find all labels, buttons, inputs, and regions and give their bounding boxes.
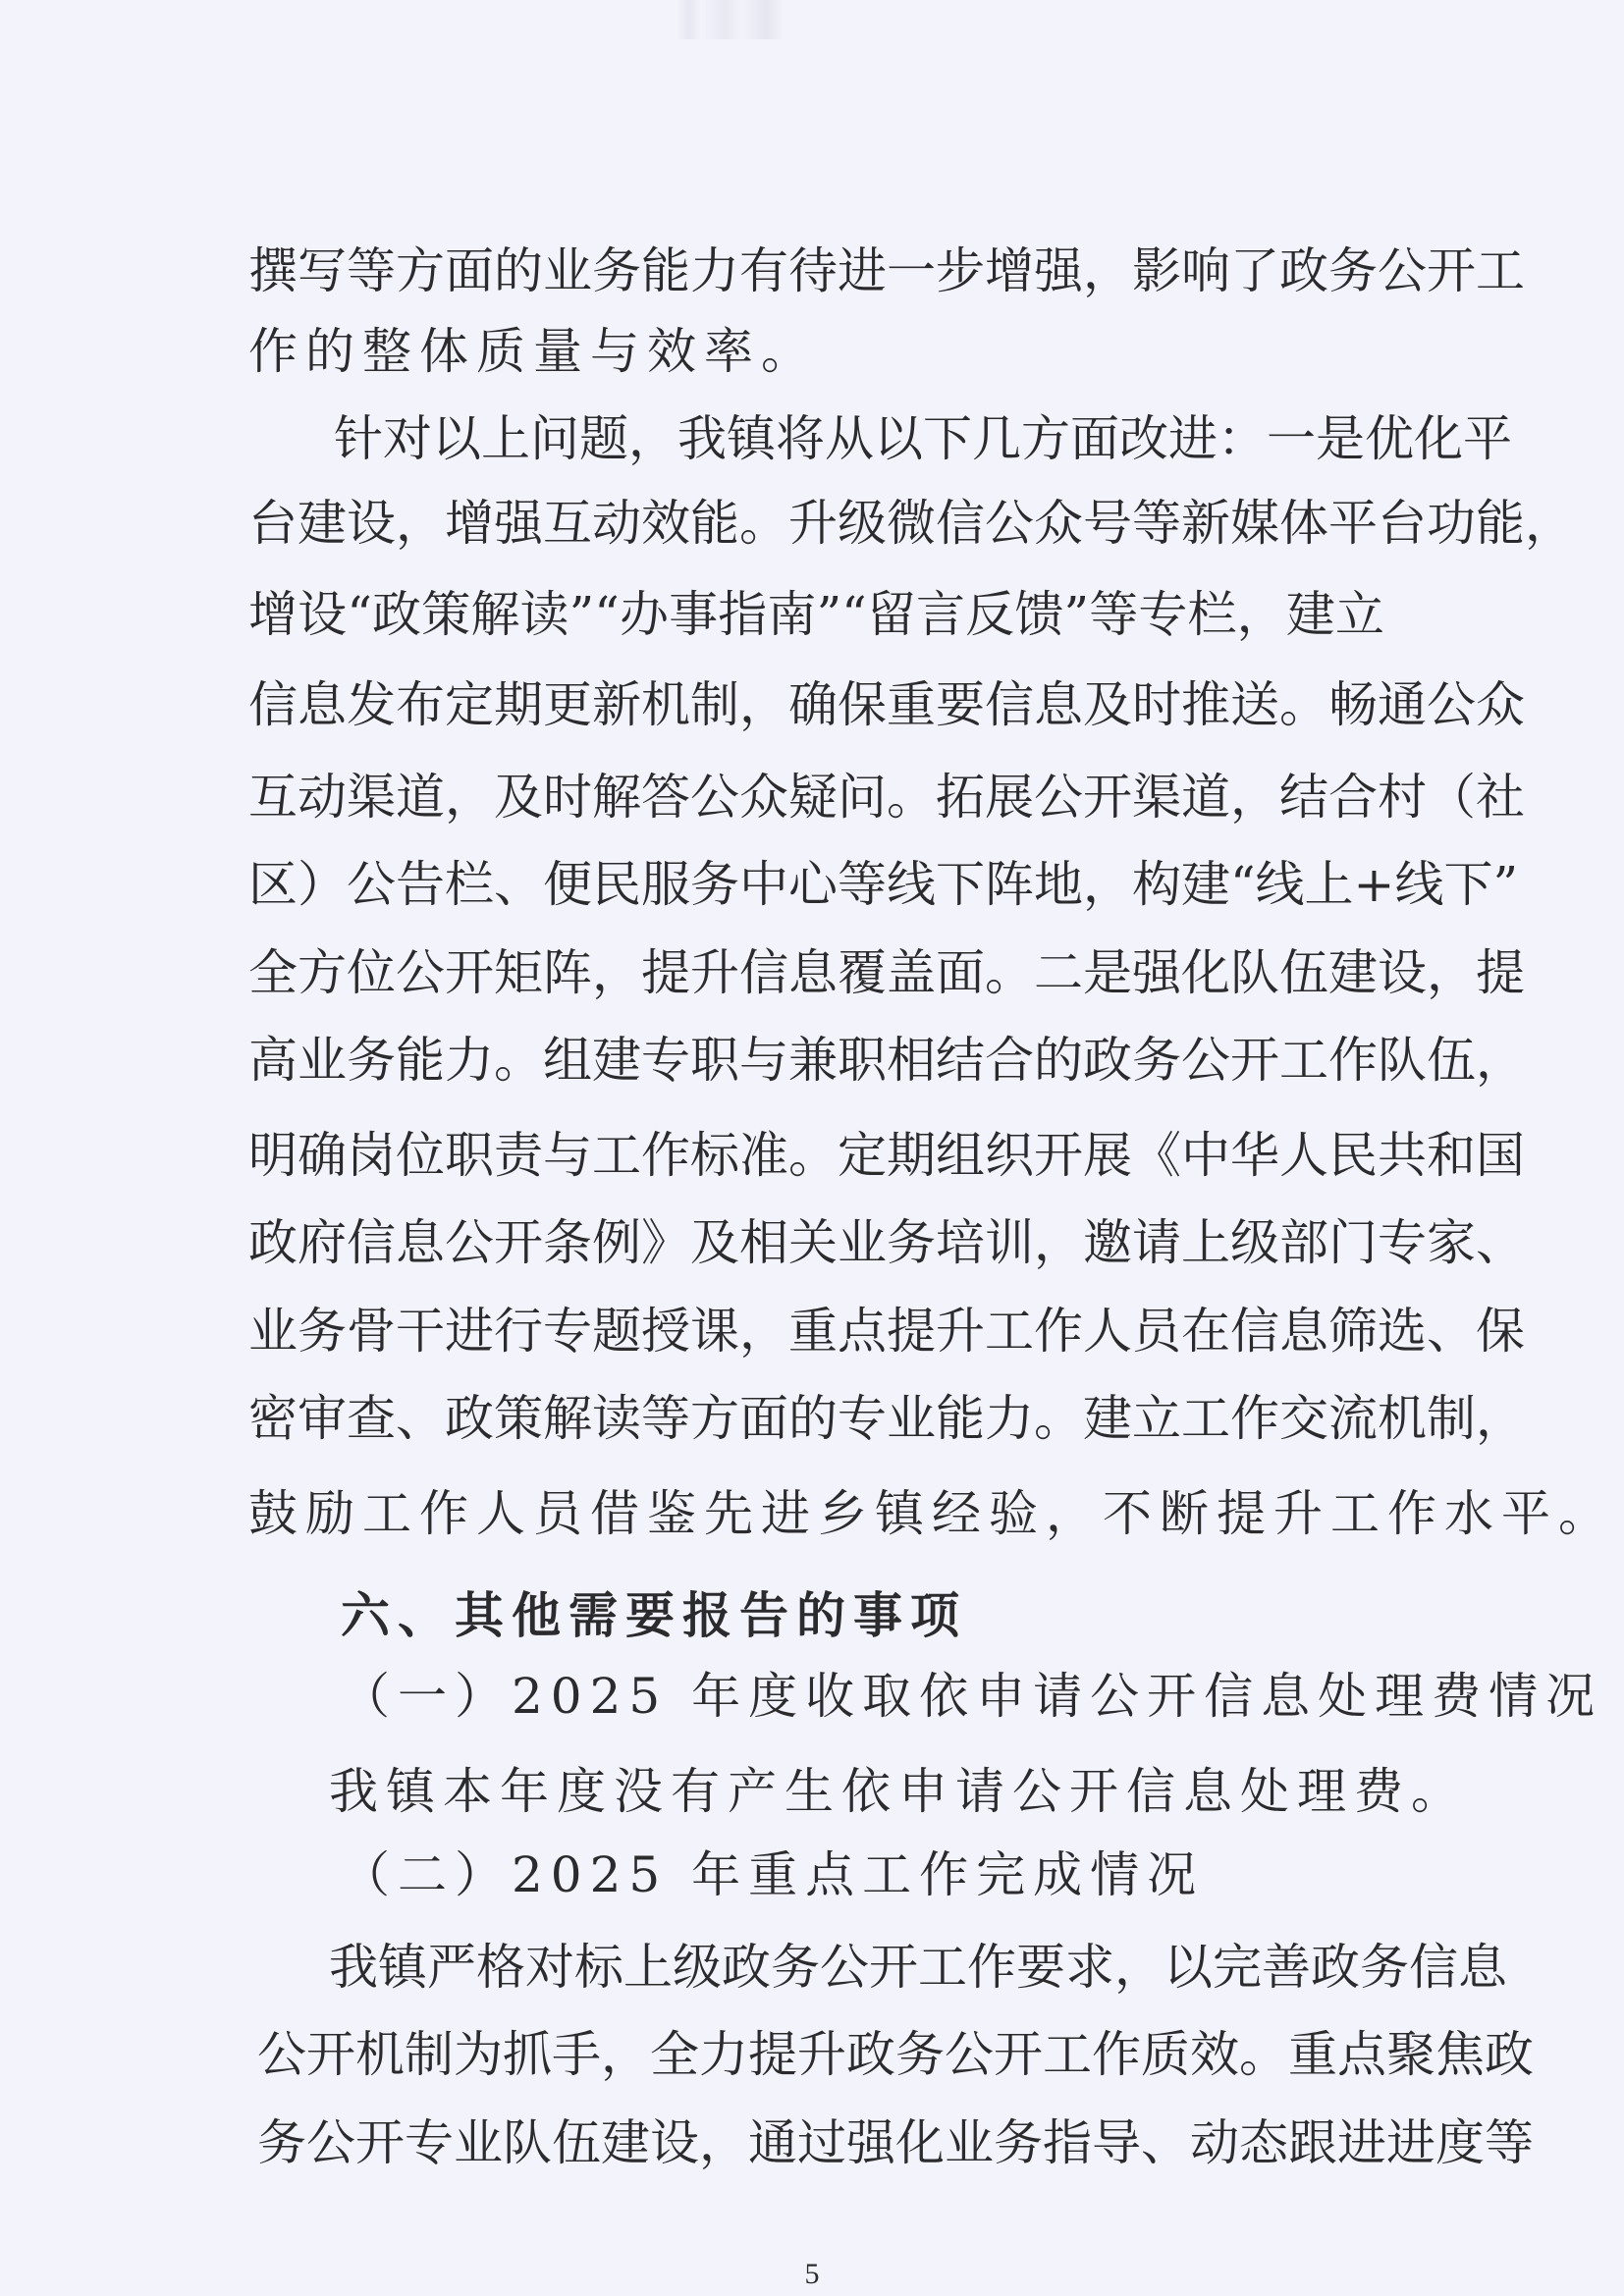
paragraph-line: 鼓励工作人员借鉴先进乡镇经验，不断提升工作水平。 <box>248 1485 1615 1542</box>
subsection-heading: （一）2025 年度收取依申请公开信息处理费情况 <box>341 1668 1603 1725</box>
paragraph-line: 业务骨干进行专题授课，重点提升工作人员在信息筛选、保 <box>248 1303 1525 1360</box>
paragraph-line: 我镇本年度没有产生依申请公开信息处理费。 <box>329 1763 1468 1820</box>
paragraph-line: 作的整体质量与效率。 <box>248 323 818 380</box>
paragraph-line: 务公开专业队伍建设，通过强化业务指导、动态跟进进度等 <box>257 2114 1534 2171</box>
paragraph-line: 公开机制为抓手，全力提升政务公开工作质效。重点聚焦政 <box>257 2026 1534 2083</box>
subsection-heading: （二）2025 年重点工作完成情况 <box>341 1846 1205 1903</box>
paragraph-line: 全方位公开矩阵，提升信息覆盖面。二是强化队伍建设，提 <box>248 944 1525 1001</box>
paragraph-line: 信息发布定期更新机制，确保重要信息及时推送。畅通公众 <box>248 676 1525 733</box>
paragraph-line: 区）公告栏、便民服务中心等线下阵地，构建“线上+线下” <box>248 856 1519 913</box>
paragraph-line: 密审查、政策解读等方面的专业能力。建立工作交流机制， <box>248 1390 1525 1447</box>
paragraph-line: 台建设，增强互动效能。升级微信公众号等新媒体平台功能， <box>248 495 1574 552</box>
paragraph-line: 我镇严格对标上级政务公开工作要求，以完善政务信息 <box>329 1939 1507 1996</box>
paragraph-line: 明确岗位职责与工作标准。定期组织开展《中华人民共和国 <box>248 1127 1525 1184</box>
scan-artifact <box>677 0 795 39</box>
page-number: 5 <box>804 2258 820 2290</box>
section-heading: 六、其他需要报告的事项 <box>341 1587 967 1644</box>
paragraph-line: 针对以上问题，我镇将从以下几方面改进：一是优化平 <box>334 410 1512 467</box>
paragraph-line: 高业务能力。组建专职与兼职相结合的政务公开工作队伍， <box>248 1032 1525 1089</box>
paragraph-line: 撰写等方面的业务能力有待进一步增强，影响了政务公开工 <box>248 242 1525 299</box>
paragraph-line: 政府信息公开条例》及相关业务培训，邀请上级部门专家、 <box>248 1214 1525 1271</box>
paragraph-line: 增设“政策解读”“办事指南”“留言反馈”等专栏，建立 <box>248 586 1384 643</box>
paragraph-line: 互动渠道，及时解答公众疑问。拓展公开渠道，结合村（社 <box>248 769 1525 826</box>
